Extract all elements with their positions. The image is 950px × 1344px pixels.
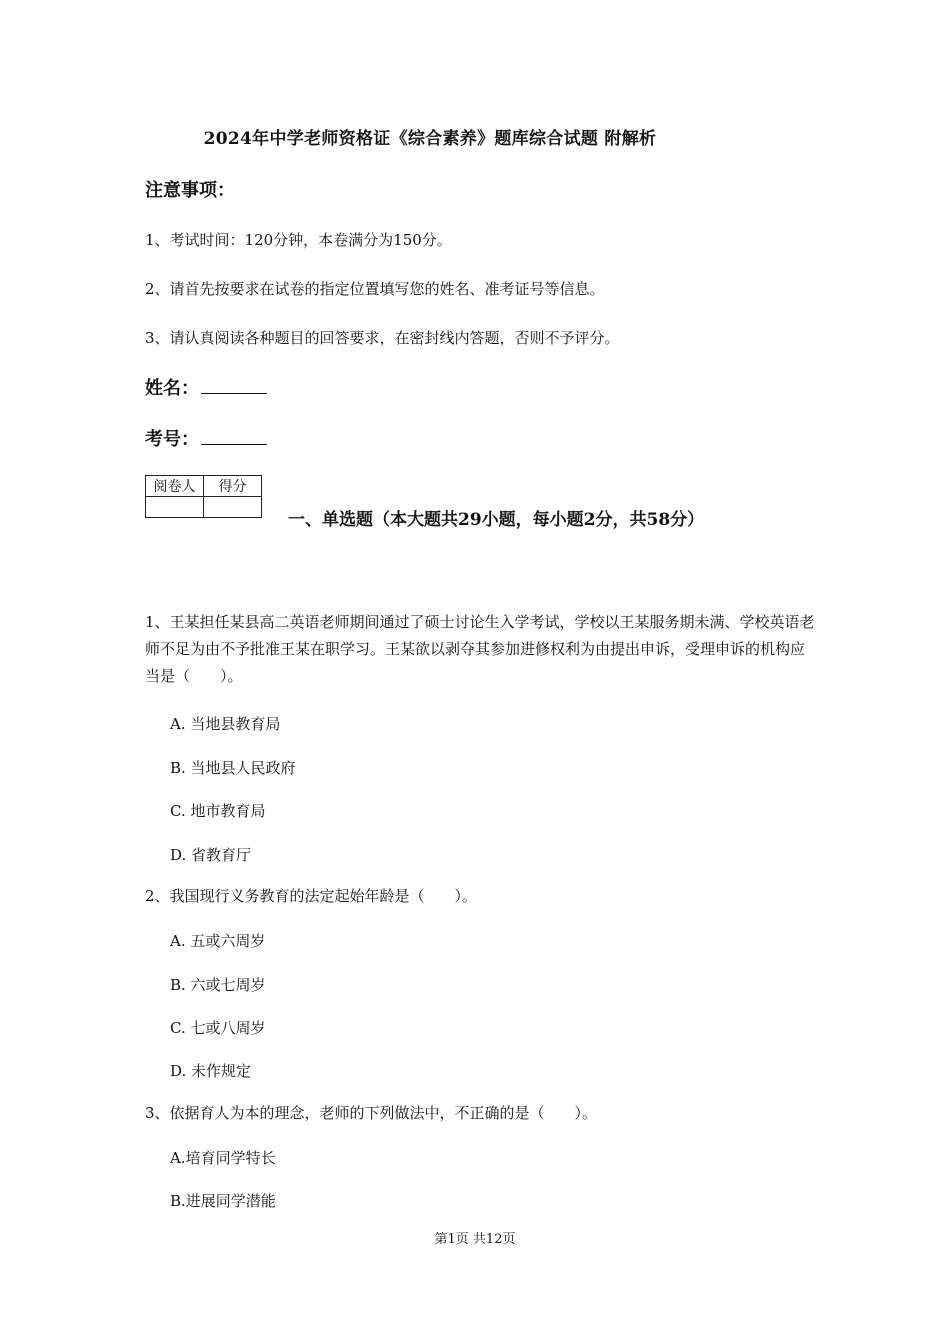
name-blank-line[interactable]: [201, 375, 267, 394]
question-option: A.培育同学特长: [170, 1149, 276, 1167]
exam-number-label: 考号：: [145, 429, 199, 450]
score-header: 得分: [204, 476, 262, 497]
question-text: 3、依据育人为本的理念，老师的下列做法中，不正确的是（ ）。: [145, 1104, 598, 1122]
question-option: B. 当地县人民政府: [170, 759, 296, 777]
grader-header: 阅卷人: [146, 476, 204, 497]
question-option: B.进展同学潜能: [170, 1192, 276, 1210]
name-field[interactable]: [145, 374, 267, 400]
exam-number-blank-line[interactable]: [201, 426, 267, 445]
question-option: C. 七或八周岁: [170, 1019, 266, 1037]
grader-score-table: [145, 475, 262, 518]
question-option: A. 五或六周岁: [170, 932, 266, 950]
grader-cell[interactable]: [146, 497, 204, 518]
question-option: D. 省教育厅: [170, 846, 252, 864]
notice-item: 1、考试时间：120分钟，本卷满分为150分。: [145, 231, 452, 249]
score-cell[interactable]: [204, 497, 262, 518]
question-option: B. 六或七周岁: [170, 976, 266, 994]
question-text: 1、王某担任某县高二英语老师期间通过了硕士讨论生入学考试，学校以王某服务期未满、学校英语老师不足为由不予批准王某在职学习。王某欲以剥夺其参加进修权利为由提出申诉，受理申诉的机构应当是（ ）。: [145, 613, 815, 685]
question-option: C. 地市教育局: [170, 802, 266, 820]
question-option: D. 未作规定: [170, 1062, 252, 1080]
question-option: A. 当地县教育局: [170, 715, 281, 733]
section-heading: 一、单选题（本大题共29小题，每小题2分，共58分）: [288, 510, 705, 530]
exam-number-field[interactable]: [145, 425, 267, 451]
notice-heading: 注意事项：: [145, 180, 235, 201]
question-text: 2、我国现行义务教育的法定起始年龄是（ ）。: [145, 887, 478, 905]
notice-item: 2、请首先按要求在试卷的指定位置填写您的姓名、准考证号等信息。: [145, 280, 605, 298]
name-label: 姓名：: [145, 378, 199, 399]
page-footer: 第1页 共12页: [434, 1232, 516, 1247]
document-title: 2024年中学老师资格证《综合素养》题库综合试题 附解析: [203, 129, 657, 149]
notice-item: 3、请认真阅读各种题目的回答要求，在密封线内答题，否则不予评分。: [145, 329, 620, 347]
